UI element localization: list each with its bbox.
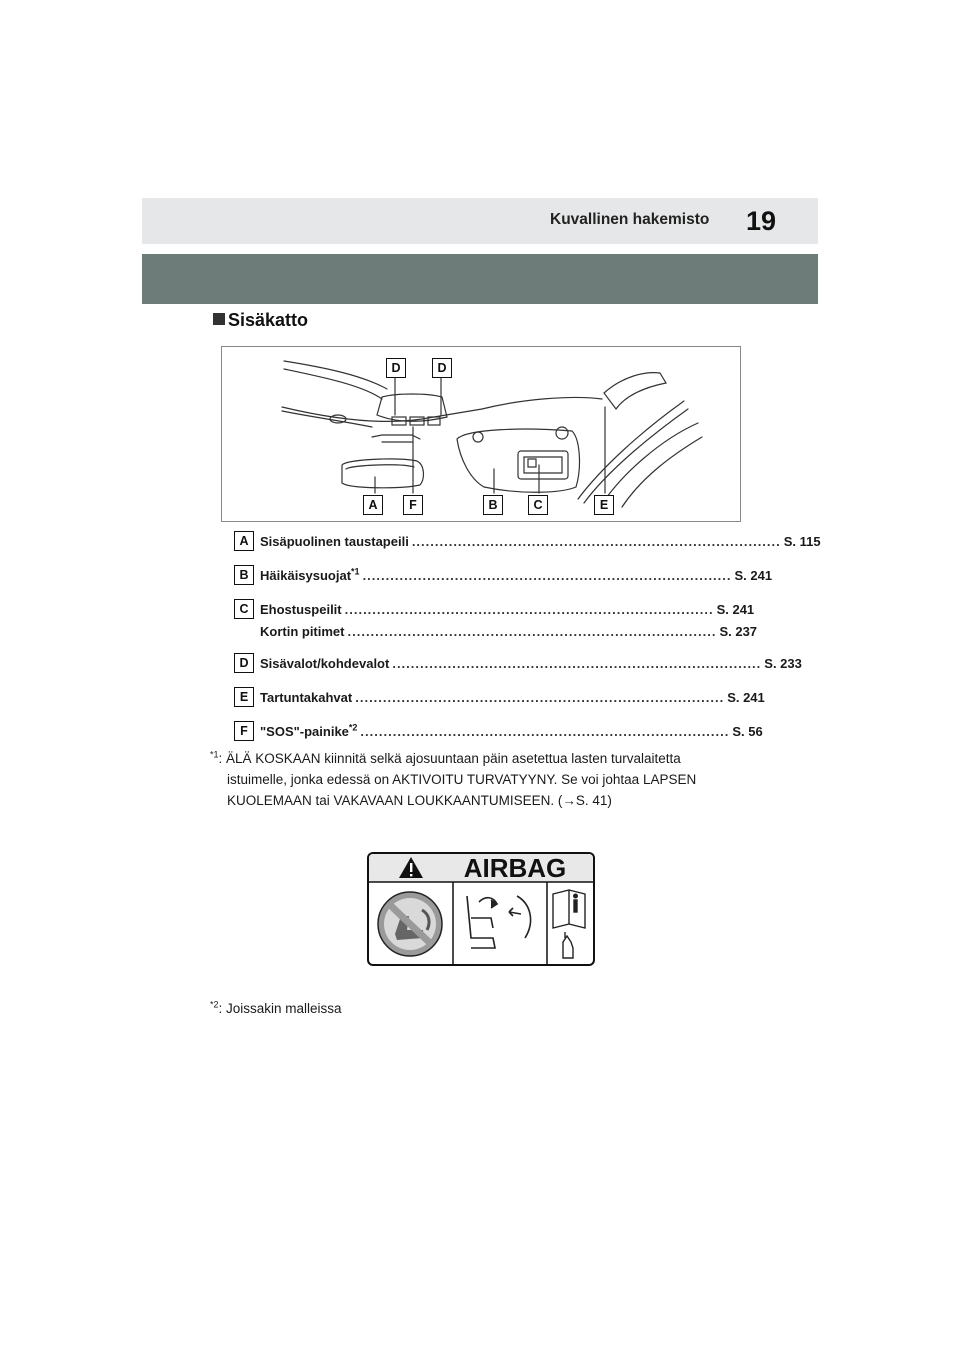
callout-a: A — [363, 495, 383, 515]
header-band — [142, 254, 818, 304]
subsection-title: Sisäkatto — [228, 310, 309, 330]
index-line[interactable] — [260, 534, 821, 549]
index-line[interactable] — [260, 690, 765, 705]
leader-dots: ................................................................................ — [347, 624, 717, 639]
item-key: E — [234, 687, 254, 707]
index-line[interactable] — [260, 566, 773, 583]
callout-b: B — [483, 495, 503, 515]
footnote-text-line3: KUOLEMAAN tai VAKAVAAN LOUKKAANTUMISEEN. (→S. 41) — [227, 793, 612, 808]
no-rear-facing-seat-icon — [378, 892, 442, 956]
list-item-a — [234, 531, 821, 553]
page-ref: S. 241 — [716, 602, 755, 617]
item-label: Ehostuspeilit — [260, 602, 342, 617]
page-ref: S. 115 — [783, 534, 821, 549]
item-key: A — [234, 531, 254, 551]
page-ref: S. 56 — [732, 724, 763, 739]
page-ref: S. 241 — [727, 690, 765, 705]
callout-f: F — [403, 495, 423, 515]
leader-dots: ................................................................................ — [355, 690, 725, 705]
interior-ceiling-illustration — [221, 346, 741, 522]
item-label: Kortin pitimet — [260, 624, 345, 639]
index-line[interactable] — [260, 624, 758, 639]
list-item-b — [234, 565, 773, 587]
subsection-heading — [213, 310, 308, 331]
callout-c: C — [528, 495, 548, 515]
footnote-text-line2: istuimelle, jonka edessä on AKTIVOITU TURVATYYNY. Se voi johtaa LAPSEN — [227, 772, 697, 787]
list-item-d — [234, 653, 802, 675]
leader-dots: ................................................................................ — [360, 724, 730, 739]
index-line[interactable] — [260, 722, 763, 739]
page-header — [142, 198, 818, 244]
item-label: Tartuntakahvat — [260, 690, 353, 705]
page-ref: S. 241 — [734, 568, 773, 583]
leader-dots: ................................................................................ — [362, 568, 732, 583]
square-bullet-icon — [213, 313, 225, 325]
item-key: B — [234, 565, 254, 585]
item-label: "SOS"-painike$^{*2}$ — [260, 722, 358, 739]
item-key: D — [234, 653, 254, 673]
list-item-c — [234, 599, 758, 643]
index-line[interactable] — [260, 602, 755, 617]
footnote-1 — [210, 748, 750, 811]
footnote-mark: *2 — [210, 999, 219, 1010]
footnote-mark: *1 — [210, 749, 219, 760]
item-label: Sisäpuolinen taustapeili — [260, 534, 409, 549]
list-item-f — [234, 721, 763, 743]
footnote-2 — [210, 998, 750, 1019]
callout-d-left: D — [386, 358, 406, 378]
callout-d-right: D — [432, 358, 452, 378]
leader-dots: ................................................................................ — [392, 656, 762, 671]
footnote-ref: *2 — [348, 722, 358, 733]
footnote-text: : Joissakin malleissa — [218, 1001, 342, 1016]
footnote-text-line1: : ÄLÄ KOSKAAN kiinnitä selkä ajosuuntaan päin asetettua lasten turvalaitetta — [218, 751, 681, 766]
leader-dots: ................................................................................ — [411, 534, 781, 549]
item-label: Häikäisysuojat$^{*1}$ — [260, 566, 360, 583]
callout-e: E — [594, 495, 614, 515]
index-line[interactable] — [260, 656, 802, 671]
section-title: Kuvallinen hakemisto — [550, 211, 710, 228]
airbag-label-graphic — [367, 852, 595, 966]
ceiling-drawing — [222, 347, 740, 521]
footnote-ref: *1 — [351, 566, 360, 577]
item-label: Sisävalot/kohdevalot — [260, 656, 390, 671]
item-key: F — [234, 721, 254, 741]
airbag-warning-label — [367, 852, 595, 966]
page-number: 19 — [746, 206, 777, 236]
airbag-title: AIRBAG — [463, 853, 567, 883]
item-key: C — [234, 599, 254, 619]
leader-dots: ................................................................................ — [344, 602, 714, 617]
page-ref: S. 237 — [719, 624, 758, 639]
list-item-e — [234, 687, 765, 709]
page-ref: S. 233 — [764, 656, 802, 671]
